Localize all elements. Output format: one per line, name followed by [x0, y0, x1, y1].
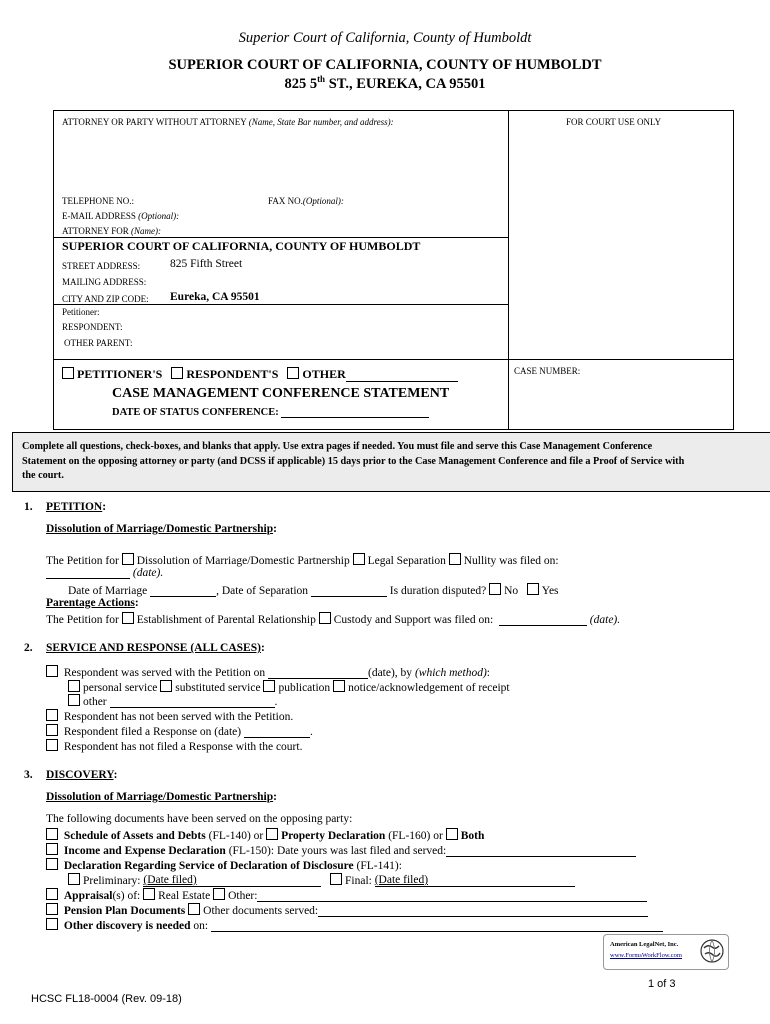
section-3-subtitle: Dissolution of Marriage/Domestic Partnership: — [46, 791, 277, 803]
service-methods-row: personal service substituted service publication notice/acknowledgement of receipt — [68, 680, 510, 694]
marriage-dates-row: Date of Marriage , Date of Separation Is duration disputed? No Yes — [68, 585, 559, 597]
publication-checkbox[interactable] — [263, 680, 275, 692]
establishment-checkbox[interactable] — [122, 612, 134, 624]
legalnet-logo: American LegalNet, Inc. www.FormsWorkFlow.com — [603, 934, 729, 970]
status-conference-date-field[interactable] — [281, 417, 429, 418]
section-1-title: PETITION: — [46, 501, 107, 513]
status-conference-label: DATE OF STATUS CONFERENCE: — [112, 407, 429, 418]
other-documents-checkbox[interactable] — [188, 903, 200, 915]
preliminary-checkbox[interactable] — [68, 873, 80, 885]
income-expense-checkbox[interactable] — [46, 843, 58, 855]
pension-row: Pension Plan Documents Other documents served: — [46, 903, 648, 917]
court-name: SUPERIOR COURT OF CALIFORNIA, COUNTY OF HUMBOLDT — [62, 239, 421, 253]
instructions-text: Complete all questions, check-boxes, and blanks that apply. Use extra pages if needed. You must file and serve this Case Management Conference Statement on the opposing attorney or party (and DCSS if applicable) 15 days prior to the Case Management Conference and file a Proof of Service with the court. — [22, 441, 685, 481]
schedule-assets-checkbox[interactable] — [46, 828, 58, 840]
appraisal-checkbox[interactable] — [46, 888, 58, 900]
petition-date-field[interactable] — [46, 578, 130, 579]
case-number-label: CASE NUMBER: — [514, 366, 581, 376]
property-declaration-checkbox[interactable] — [266, 828, 278, 840]
appraisal-other-field[interactable] — [257, 901, 647, 902]
no-response-row: Respondent has not filed a Response with the court. — [46, 739, 302, 753]
court-address: 825 5th ST., EUREKA, CA 95501 — [284, 74, 486, 92]
court-use-area[interactable] — [520, 132, 725, 352]
parentage-date-field[interactable] — [499, 625, 587, 626]
parentage-row: The Petition for Establishment of Parental Relationship Custody and Support was filed on: (date). — [46, 614, 621, 626]
other-type-field[interactable] — [346, 381, 458, 382]
section-3-number: 3. — [24, 769, 33, 781]
other-method-field[interactable] — [110, 707, 275, 708]
section-1-number: 1. — [24, 501, 33, 513]
fax-label: FAX NO.(Optional): — [268, 196, 344, 206]
both-checkbox[interactable] — [446, 828, 458, 840]
served-checkbox[interactable] — [46, 665, 58, 677]
telephone-field[interactable] — [140, 193, 260, 207]
appraisal-other-checkbox[interactable] — [213, 888, 225, 900]
respondent-label: RESPONDENT: — [62, 322, 123, 332]
petitioners-checkbox[interactable] — [62, 367, 74, 379]
street-address-label: STREET ADDRESS: — [62, 261, 141, 271]
discovery-intro: The following documents have been served on the opposing party: — [46, 813, 353, 825]
form-title: CASE MANAGEMENT CONFERENCE STATEMENT — [112, 386, 450, 401]
section-3-title: DISCOVERY: — [46, 769, 118, 781]
final-checkbox[interactable] — [330, 873, 342, 885]
schedule-row: Schedule of Assets and Debts (FL-140) or Property Declaration (FL-160) or Both — [46, 828, 484, 842]
response-date-field[interactable] — [244, 737, 310, 738]
section-2-number: 2. — [24, 642, 33, 654]
parentage-actions-label: Parentage Actions: — [46, 597, 139, 609]
date-of-separation-field[interactable] — [311, 596, 387, 597]
section-2-title: SERVICE AND RESPONSE (ALL CASES): — [46, 642, 265, 654]
real-estate-checkbox[interactable] — [143, 888, 155, 900]
duration-yes-checkbox[interactable] — [527, 583, 539, 595]
mailing-address-label: MAILING ADDRESS: — [62, 277, 147, 287]
legal-separation-checkbox[interactable] — [353, 553, 365, 565]
declaration-row: Declaration Regarding Service of Declaration of Disclosure (FL-141): — [46, 858, 402, 872]
income-row: Income and Expense Declaration (FL-150): Date yours was last filed and served: — [46, 843, 636, 857]
other-method-checkbox[interactable] — [68, 694, 80, 706]
attorney-for-label: ATTORNEY FOR (Name): — [62, 226, 162, 236]
other-discovery-field[interactable] — [211, 931, 663, 932]
city-zip-label: CITY AND ZIP CODE: — [62, 294, 149, 304]
no-response-checkbox[interactable] — [46, 739, 58, 751]
date-of-marriage-field[interactable] — [150, 596, 216, 597]
other-discovery-row: Other discovery is needed on: — [46, 918, 663, 932]
attorney-label: ATTORNEY OR PARTY WITHOUT ATTORNEY (Name, State Bar number, and address): — [62, 117, 394, 127]
petition-type-row: The Petition for Dissolution of Marriage/Domestic Partnership Legal Separation Nullity was filed on: — [46, 555, 559, 567]
personal-service-checkbox[interactable] — [68, 680, 80, 692]
court-use-label: FOR COURT USE ONLY — [566, 117, 662, 127]
petition-date-row: (date). — [46, 567, 163, 579]
respondents-checkbox[interactable] — [171, 367, 183, 379]
response-filed-checkbox[interactable] — [46, 724, 58, 736]
notice-acknowledgement-checkbox[interactable] — [333, 680, 345, 692]
duration-no-checkbox[interactable] — [489, 583, 501, 595]
street-address-value: 825 Fifth Street — [170, 258, 243, 270]
not-served-checkbox[interactable] — [46, 709, 58, 721]
telephone-label: TELEPHONE NO.: — [62, 196, 134, 206]
statement-type-row: PETITIONER'S RESPONDENT'S OTHER — [62, 367, 458, 382]
not-served-row: Respondent has not been served with the Petition. — [46, 709, 293, 723]
preliminary-date-field[interactable]: (Date filed) — [143, 874, 321, 887]
preliminary-final-row: Preliminary: (Date filed) Final: (Date filed) — [68, 873, 575, 887]
nullity-checkbox[interactable] — [449, 553, 461, 565]
dissolution-checkbox[interactable] — [122, 553, 134, 565]
court-title: SUPERIOR COURT OF CALIFORNIA, COUNTY OF HUMBOLDT — [168, 57, 602, 73]
email-label: E-MAIL ADDRESS (Optional): — [62, 211, 180, 221]
pension-checkbox[interactable] — [46, 903, 58, 915]
income-date-field[interactable] — [446, 856, 636, 857]
substituted-service-checkbox[interactable] — [160, 680, 172, 692]
court-header-italic: Superior Court of California, County of Humboldt — [238, 30, 532, 46]
attorney-name-address-field[interactable] — [62, 132, 502, 187]
other-method-row: other . — [68, 694, 277, 708]
city-zip-value: Eureka, CA 95501 — [170, 291, 260, 303]
served-date-field[interactable] — [268, 678, 368, 679]
appraisal-row: Appraisal(s) of: Real Estate Other: — [46, 888, 647, 902]
other-documents-field[interactable] — [318, 916, 648, 917]
other-checkbox[interactable] — [287, 367, 299, 379]
section-1-subtitle: Dissolution of Marriage/Domestic Partnership: — [46, 523, 277, 535]
final-date-field[interactable]: (Date filed) — [375, 874, 575, 887]
form-id: HCSC FL18-0004 (Rev. 09-18) — [31, 993, 182, 1005]
globe-icon — [699, 938, 725, 964]
served-row: Respondent was served with the Petition on (date), by (which method): — [46, 665, 490, 679]
page-number: 1 of 3 — [648, 978, 676, 990]
custody-support-checkbox[interactable] — [319, 612, 331, 624]
other-discovery-checkbox[interactable] — [46, 918, 58, 930]
response-filed-row: Respondent filed a Response on (date) . — [46, 724, 313, 738]
other-parent-label: OTHER PARENT: — [64, 338, 133, 348]
petitioner-label: Petitioner: — [62, 307, 100, 317]
declaration-checkbox[interactable] — [46, 858, 58, 870]
